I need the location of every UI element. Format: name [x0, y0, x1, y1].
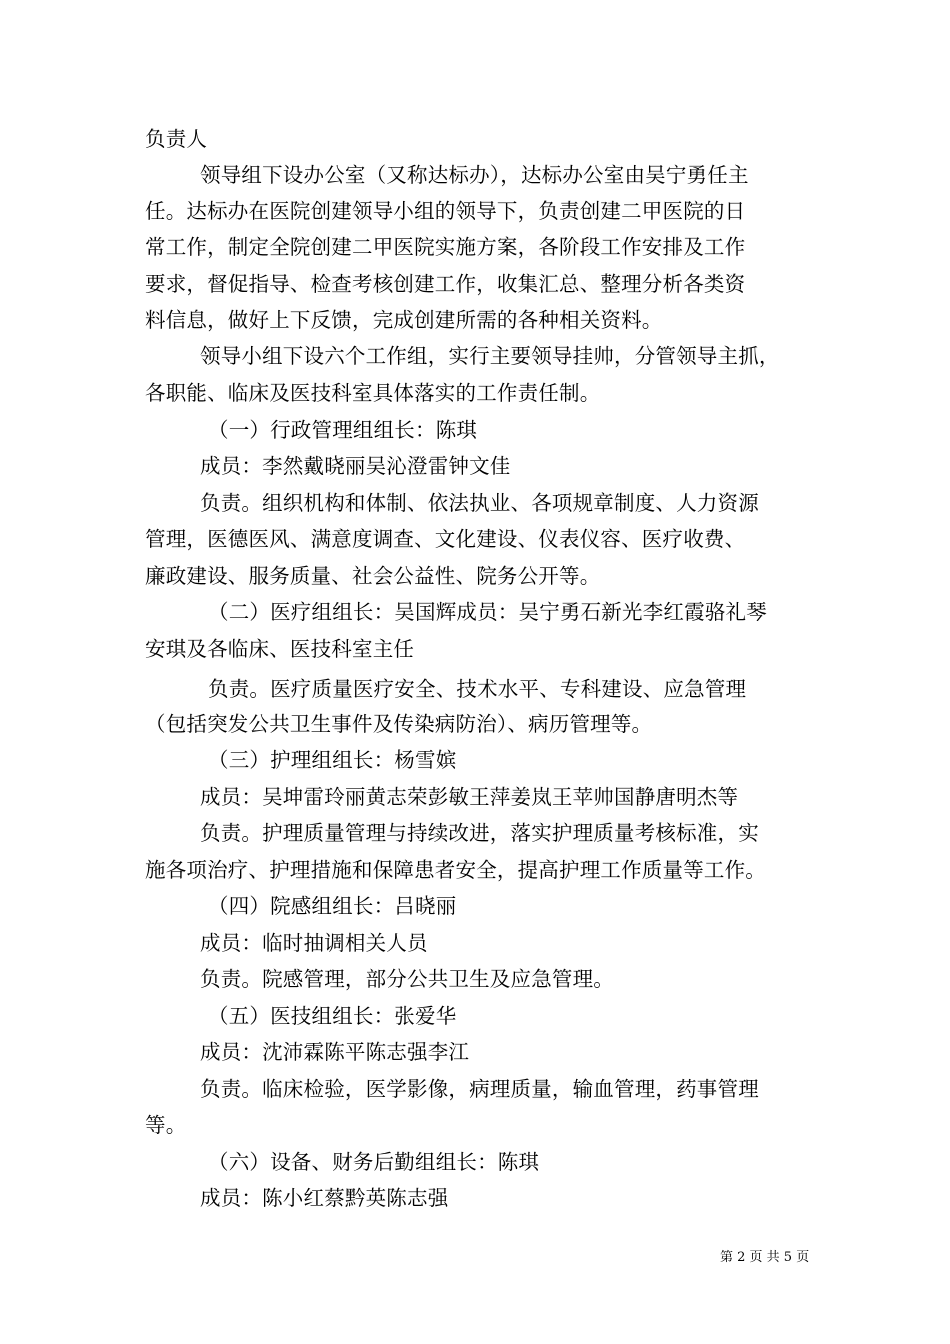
text-line: 等。 — [145, 1113, 187, 1137]
text-line: （包括突发公共卫生事件及传染病防治）、病历管理等。 — [145, 712, 653, 736]
text-line: 负责。临床检验，医学影像，病理质量，输血管理，药事管理 — [200, 1077, 759, 1101]
text-line: 负责。护理质量管理与持续改进，落实护理质量考核标准，实 — [200, 821, 759, 845]
text-line: 成员：临时抽调相关人员 — [200, 931, 428, 955]
text-line: 负责。医疗质量医疗安全、技术水平、专科建设、应急管理 — [208, 677, 747, 701]
text-line: 常工作，制定全院创建二甲医院实施方案，各阶段工作安排及工作 — [145, 235, 746, 259]
text-line: 要求，督促指导、检查考核创建工作，收集汇总、整理分析各类资 — [145, 272, 746, 296]
section-heading: （六）设备、财务后勤组组长：陈琪 — [208, 1150, 540, 1174]
section-heading: （四）院感组组长：吕晓丽 — [208, 894, 457, 918]
text-line: 廉政建设、服务质量、社会公益性、院务公开等。 — [145, 564, 601, 588]
section-heading: （三）护理组组长：杨雪嫔 — [208, 748, 457, 772]
text-line: 成员：李然戴晓丽吴沁澄雷钟文佳 — [200, 454, 511, 478]
text-line: 施各项治疗、护理措施和保障患者安全，提高护理工作质量等工作。 — [145, 858, 766, 882]
text-line: 任。达标办在医院创建领导小组的领导下，负责创建二甲医院的日 — [145, 199, 746, 223]
section-heading: （五）医技组组长：张爱华 — [208, 1004, 457, 1028]
text-line: 负责人 — [145, 127, 208, 151]
text-line: 领导组下设办公室（又称达标办），达标办公室由吴宁勇任主 — [200, 163, 749, 187]
page-number-footer: 第 2 页 共 5 页 — [720, 1250, 810, 1265]
text-line: 料信息，做好上下反馈，完成创建所需的各种相关资料。 — [145, 308, 663, 332]
text-line: 负责。组织机构和体制、依法执业、各项规章制度、人力资源 — [200, 491, 759, 515]
text-line: 成员：沈沛霖陈平陈志强李江 — [200, 1040, 470, 1064]
section-heading: （一）行政管理组组长：陈琪 — [208, 418, 478, 442]
text-line: 管理，医德医风、满意度调查、文化建设、仪表仪容、医疗收费、 — [145, 527, 746, 551]
text-line: 负责。院感管理，部分公共卫生及应急管理。 — [200, 967, 614, 991]
text-line: 领导小组下设六个工作组，实行主要领导挂帅，分管领导主抓， — [200, 344, 780, 368]
text-line: 成员：吴坤雷玲丽黄志荣彭敏王萍姜岚王苹帅国静唐明杰等 — [200, 785, 739, 809]
text-line: 成员：陈小红蔡黔英陈志强 — [200, 1186, 449, 1210]
text-line: 安琪及各临床、医技科室主任 — [145, 637, 415, 661]
section-heading: （二）医疗组组长：吴国辉成员：吴宁勇石新光李红霞骆礼琴 — [208, 600, 767, 624]
text-line: 各职能、临床及医技科室具体落实的工作责任制。 — [145, 381, 601, 405]
